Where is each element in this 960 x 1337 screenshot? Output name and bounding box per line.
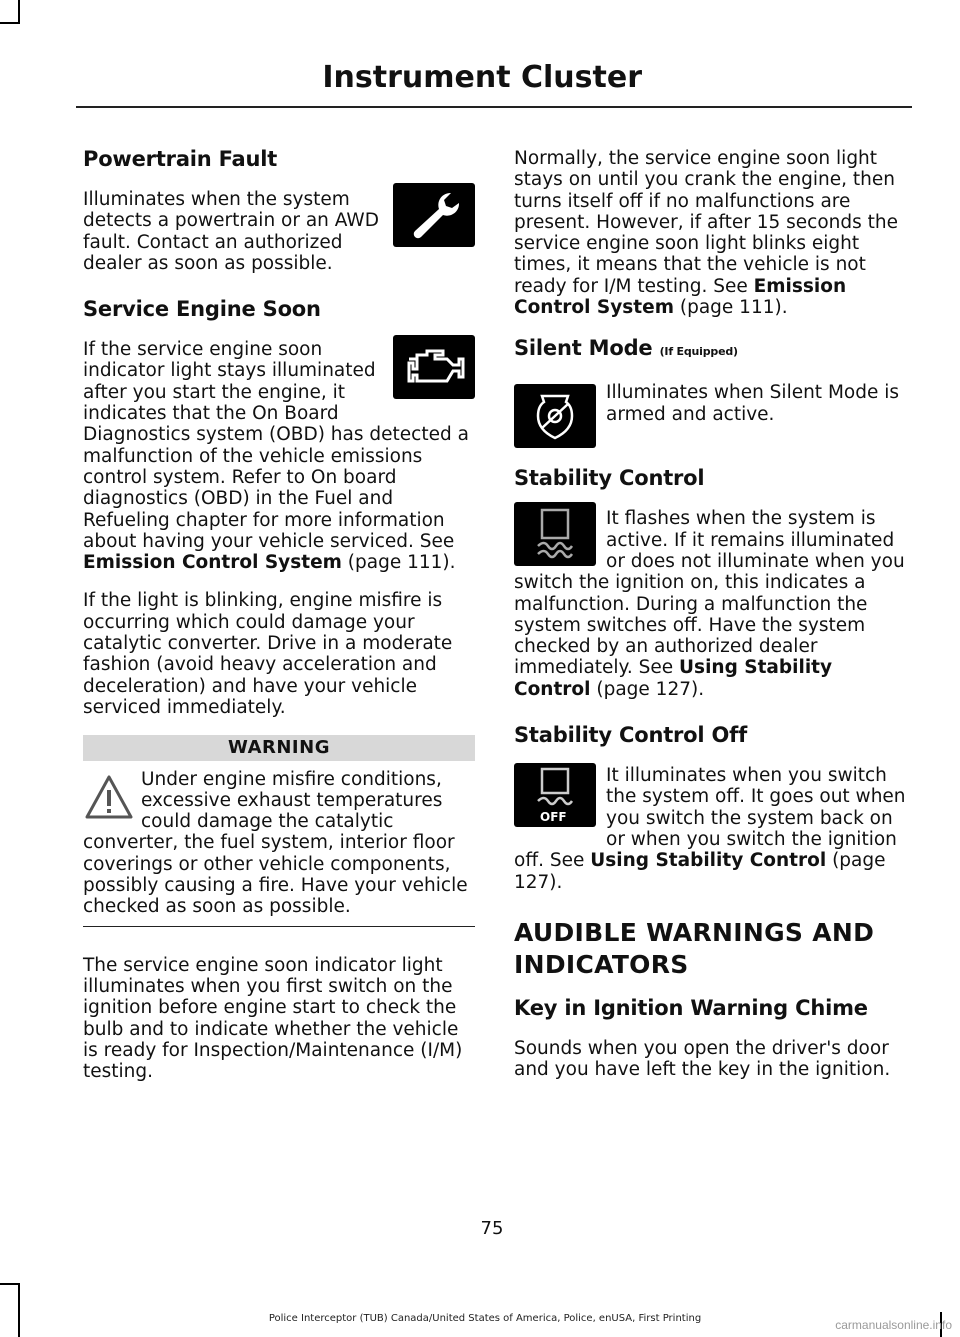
header-rule — [76, 106, 912, 108]
chime-heading: Key in Ignition Warning Chime — [514, 995, 868, 1020]
service-engine-text-body: If the service engine soon indicator light stays illuminated after you start the engine, it indicates that the On Board Diagnostics system (OBD) has detected a malfunction of the vehicle emissions control system. Refer to On board diagnostics (OBD) in the Fuel and Refueling chapter for more information about having your vehicle serviced. See — [83, 339, 469, 552]
silent-mode-text: Illuminates when Silent Mode is armed and active. — [606, 382, 900, 425]
warning-box — [83, 769, 475, 927]
using-stability-control-link[interactable]: Using Stability Control — [514, 657, 833, 700]
warning-triangle-icon — [83, 771, 135, 823]
right-column — [514, 148, 908, 1097]
watermark: carmanualsonline.info — [835, 1318, 952, 1332]
powertrain-heading: Powertrain Fault — [83, 147, 278, 171]
page-title: Instrument Cluster — [322, 60, 642, 95]
stability-control-icon — [514, 502, 596, 566]
stability-control-off-icon — [514, 763, 596, 827]
crop-mark — [18, 0, 20, 24]
stability-text-body: It flashes when the system is active. If it remains illuminated or does not illuminate when you switch the ignition on, this indicates a malfunction. During a malfunction the system switches off. Have the system checked by an authorized dealer immediately. See — [514, 508, 905, 679]
page-ref: (page 111). — [673, 297, 788, 319]
wrench-icon — [393, 183, 475, 247]
stability-heading: Stability Control — [514, 466, 705, 491]
crop-mark — [18, 1283, 20, 1337]
silent-mode-heading — [514, 335, 908, 365]
bulb-check-text: The service engine soon indicator light illuminates when you first switch on the ignition before engine start to check the bulb and to indicate whether the vehicle is ready for Inspection/Maintenance (I/M) testing. — [83, 954, 463, 1083]
left-column — [83, 146, 475, 1099]
normally-text — [514, 148, 908, 318]
page-header — [0, 60, 642, 95]
page-ref: (page 111). — [341, 552, 456, 574]
stability-off-heading: Stability Control Off — [514, 723, 748, 748]
page-ref: (page 127). — [590, 678, 705, 700]
crop-mark — [0, 22, 20, 24]
page-number: 75 — [480, 1218, 504, 1239]
footer-text: Police Interceptor (TUB) Canada/United States of America, Police, enUSA, First Printing — [268, 1313, 702, 1324]
normally-text-body: Normally, the service engine soon light stays on until you crank the engine, then turns itself off if no malfunctions are present. However, if after 15 seconds the service engine soon light blinks eight times, it means that the vehicle is not ready for I/M testing. See — [514, 148, 898, 297]
audible-warnings-heading: AUDIBLE WARNINGS AND INDICATORS — [514, 917, 875, 979]
warning-label: WARNING — [83, 735, 475, 760]
silent-mode-icon — [514, 384, 596, 448]
off-label: OFF — [540, 810, 567, 825]
blinking-text: If the light is blinking, engine misfire is occurring which could damage your catalytic converter. Drive in a moderate fashion (avoid heavy acceleration and deceleration) and have your vehicle serviced immediately. — [83, 590, 453, 718]
if-equipped-note: (If Equipped) — [659, 345, 738, 359]
stability-off-text-body: It illuminates when you switch the system off. It goes out when you switch the system back on or when you switch the ignition off. See — [514, 765, 906, 872]
silent-mode-title: Silent Mode — [514, 336, 653, 361]
crop-mark — [0, 1283, 20, 1285]
emission-control-link[interactable]: Emission Control System — [514, 275, 847, 319]
using-stability-control-link[interactable]: Using Stability Control — [590, 850, 827, 872]
chime-text: Sounds when you open the driver's door and you have left the key in the ignition. — [514, 1037, 891, 1081]
page-ref: (page 127). — [514, 850, 886, 893]
powertrain-text: Illuminates when the system detects a powertrain or an AWD fault. Contact an authorized dealer as soon as possible. — [83, 189, 379, 274]
service-engine-heading: Service Engine Soon — [83, 297, 321, 322]
emission-control-link[interactable]: Emission Control System — [83, 552, 342, 574]
warning-text: Under engine misfire conditions, excessive exhaust temperatures could damage the catalytic converter, the fuel system, interior floor coverings or other vehicle components, possibly causing a fire. Have your vehicle checked as soon as possible. — [83, 768, 468, 918]
engine-icon — [393, 335, 475, 399]
